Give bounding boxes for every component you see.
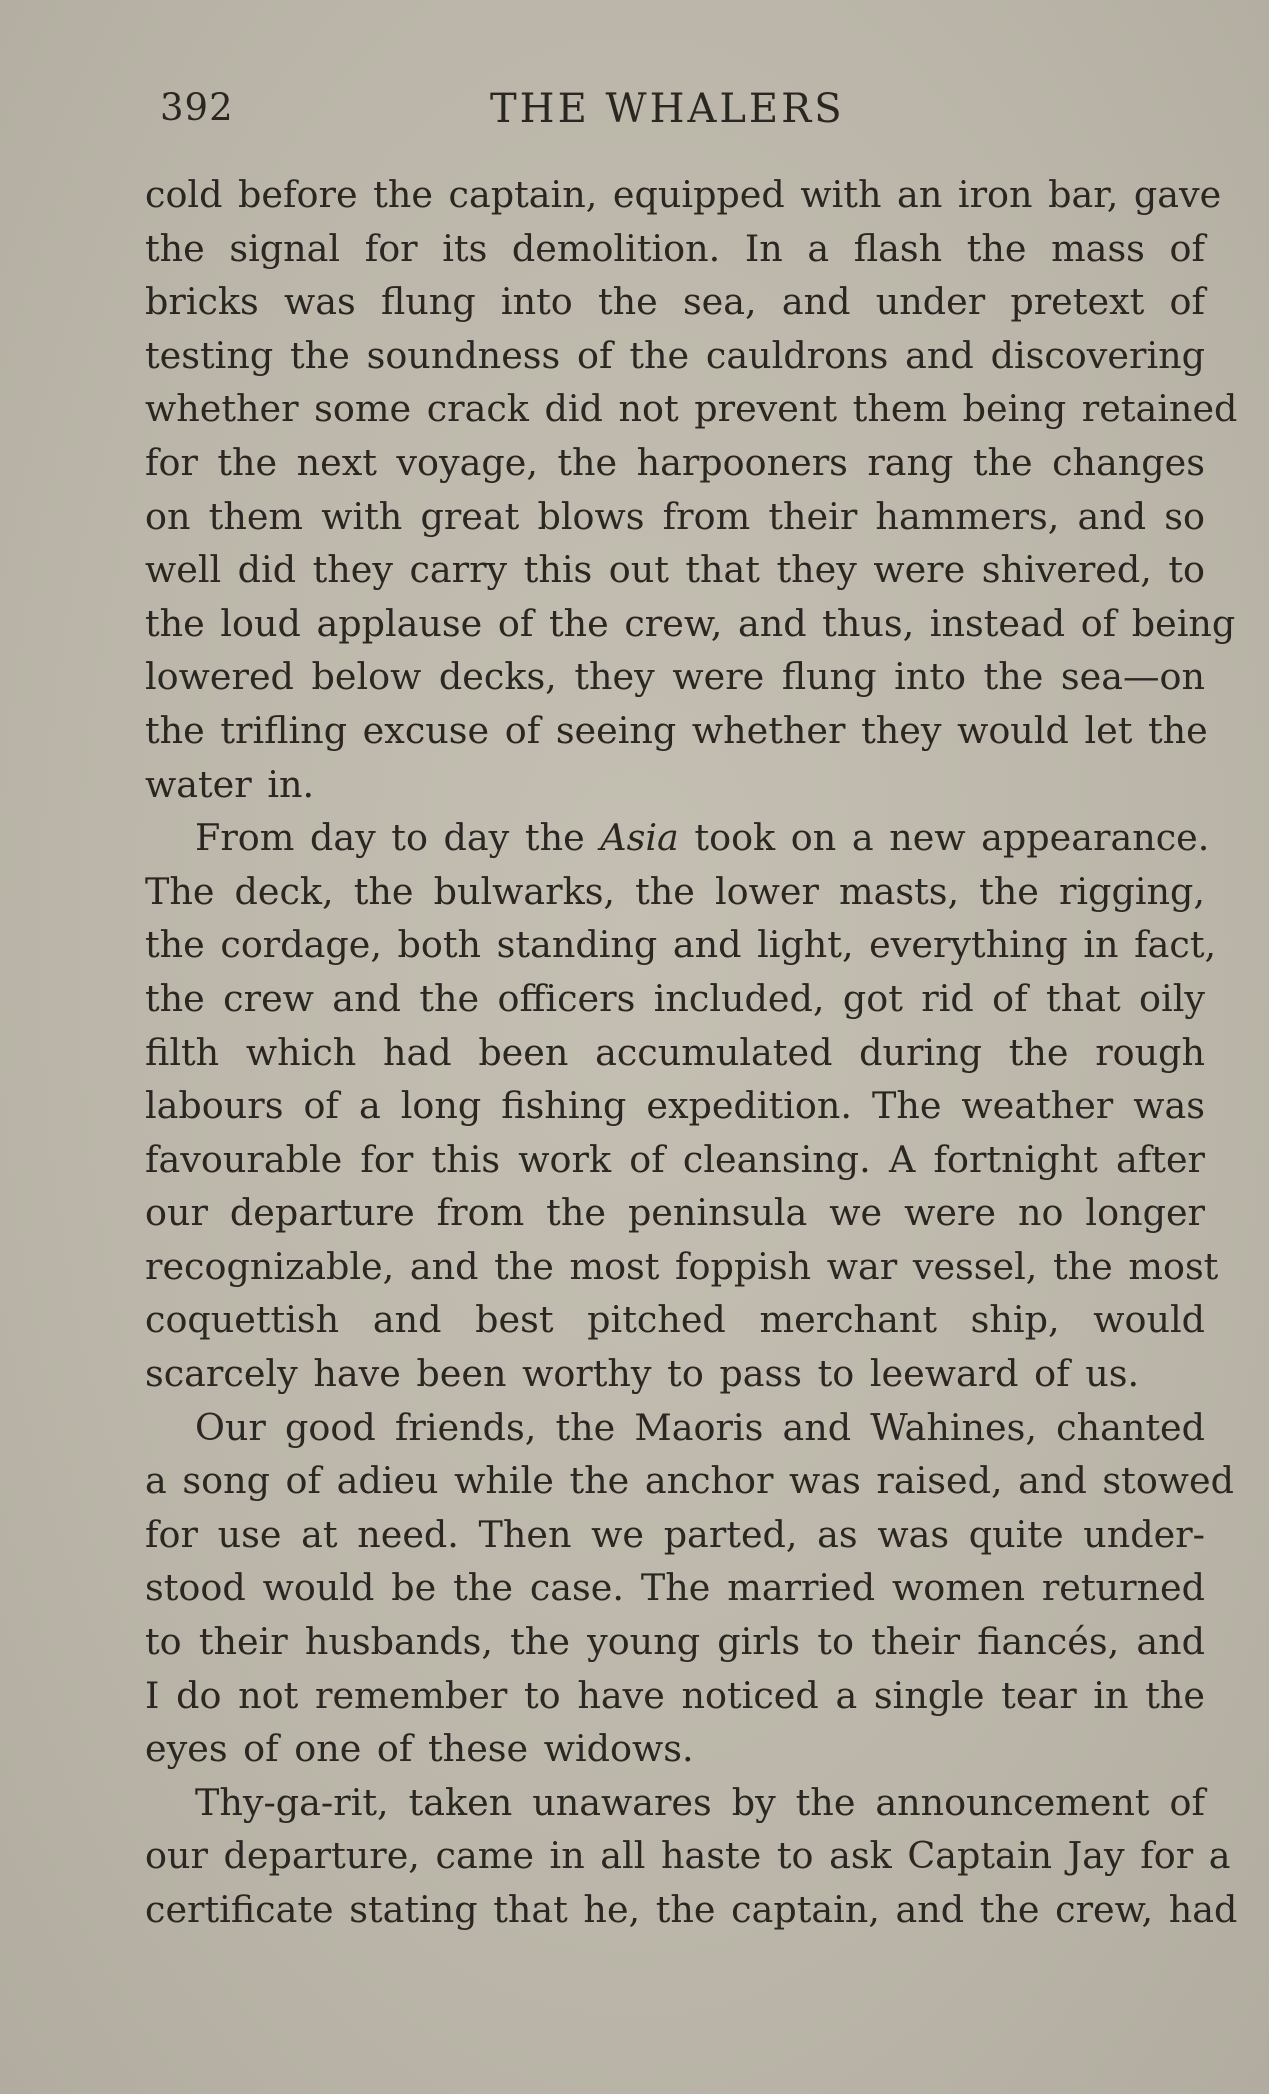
text-line: to their husbands, the young girls to their fiancés, and xyxy=(145,1620,1205,1664)
text-line: water in. xyxy=(145,762,315,806)
text-line: Our good friends, the Maoris and Wahines, chanted xyxy=(195,1405,1205,1449)
text-line: testing the soundness of the cauldrons and discovering xyxy=(145,333,1205,377)
text-line: recognizable, and the most foppish war vessel, the most xyxy=(145,1244,1219,1288)
paragraph-3 xyxy=(145,1401,1235,1776)
text-line: favourable for this work of cleansing. A fortnight after xyxy=(145,1137,1205,1181)
text-line: well did they carry this out that they were shivered, to xyxy=(145,548,1205,592)
text-line: filth which had been accumulated during the rough xyxy=(145,1030,1205,1074)
text-line: a song of adieu while the anchor was raised, and stowed xyxy=(145,1459,1235,1503)
text-line: our departure from the peninsula we were no longer xyxy=(145,1191,1205,1235)
text-line: The deck, the bulwarks, the lower masts, the rigging, xyxy=(145,869,1205,913)
ship-name: Asia xyxy=(600,816,679,860)
book-title: THE WHALERS xyxy=(490,86,845,132)
text-line: I do not remember to have noticed a single tear in the xyxy=(145,1673,1205,1717)
running-head xyxy=(160,86,1200,136)
text-line: on them with great blows from their hammers, and so xyxy=(145,494,1205,538)
text-line: the crew and the officers included, got rid of that oily xyxy=(145,976,1205,1020)
text-line: for use at need. Then we parted, as was quite under- xyxy=(145,1512,1205,1556)
text-line: whether some crack did not prevent them being retained xyxy=(145,387,1238,431)
text-line: certificate stating that he, the captain, and the crew, had xyxy=(145,1888,1238,1931)
text-line: labours of a long fishing expedition. The weather was xyxy=(145,1084,1205,1128)
body-text xyxy=(145,168,1238,1937)
text-line: lowered below decks, they were flung into the sea—on xyxy=(145,655,1205,699)
text-line: eyes of one of these widows. xyxy=(145,1727,694,1771)
text-line: the signal for its demolition. In a flash the mass of xyxy=(145,226,1205,270)
text-line: for the next voyage, the harpooners rang the changes xyxy=(145,440,1205,484)
text-line: bricks was flung into the sea, and under pretext of xyxy=(145,280,1205,324)
text-line: the loud applause of the crew, and thus, instead of being xyxy=(145,601,1236,645)
text-run: From day to day the xyxy=(195,816,601,860)
paragraph-4 xyxy=(145,1776,1238,1937)
paragraph-2 xyxy=(145,811,1219,1401)
page-number: 392 xyxy=(160,86,234,129)
text-line-first xyxy=(145,811,1210,865)
text-line: stood would be the case. The married women returned xyxy=(145,1566,1205,1610)
text-line: the trifling excuse of seeing whether they would let the xyxy=(145,708,1208,752)
text-line: coquettish and best pitched merchant ship, would xyxy=(145,1298,1205,1342)
text-line: scarcely have been worthy to pass to leeward of us. xyxy=(145,1352,1140,1396)
text-line: Thy-ga-rit, taken unawares by the announcement of xyxy=(195,1780,1205,1824)
text-line: the cordage, both standing and light, everything in fact, xyxy=(145,923,1217,967)
text-run: took on a new appearance. xyxy=(678,816,1210,860)
text-line: our departure, came in all haste to ask Captain Jay for a xyxy=(145,1834,1231,1878)
text-line: cold before the captain, equipped with an iron bar, gave xyxy=(145,173,1222,216)
paragraph-1 xyxy=(145,168,1238,811)
